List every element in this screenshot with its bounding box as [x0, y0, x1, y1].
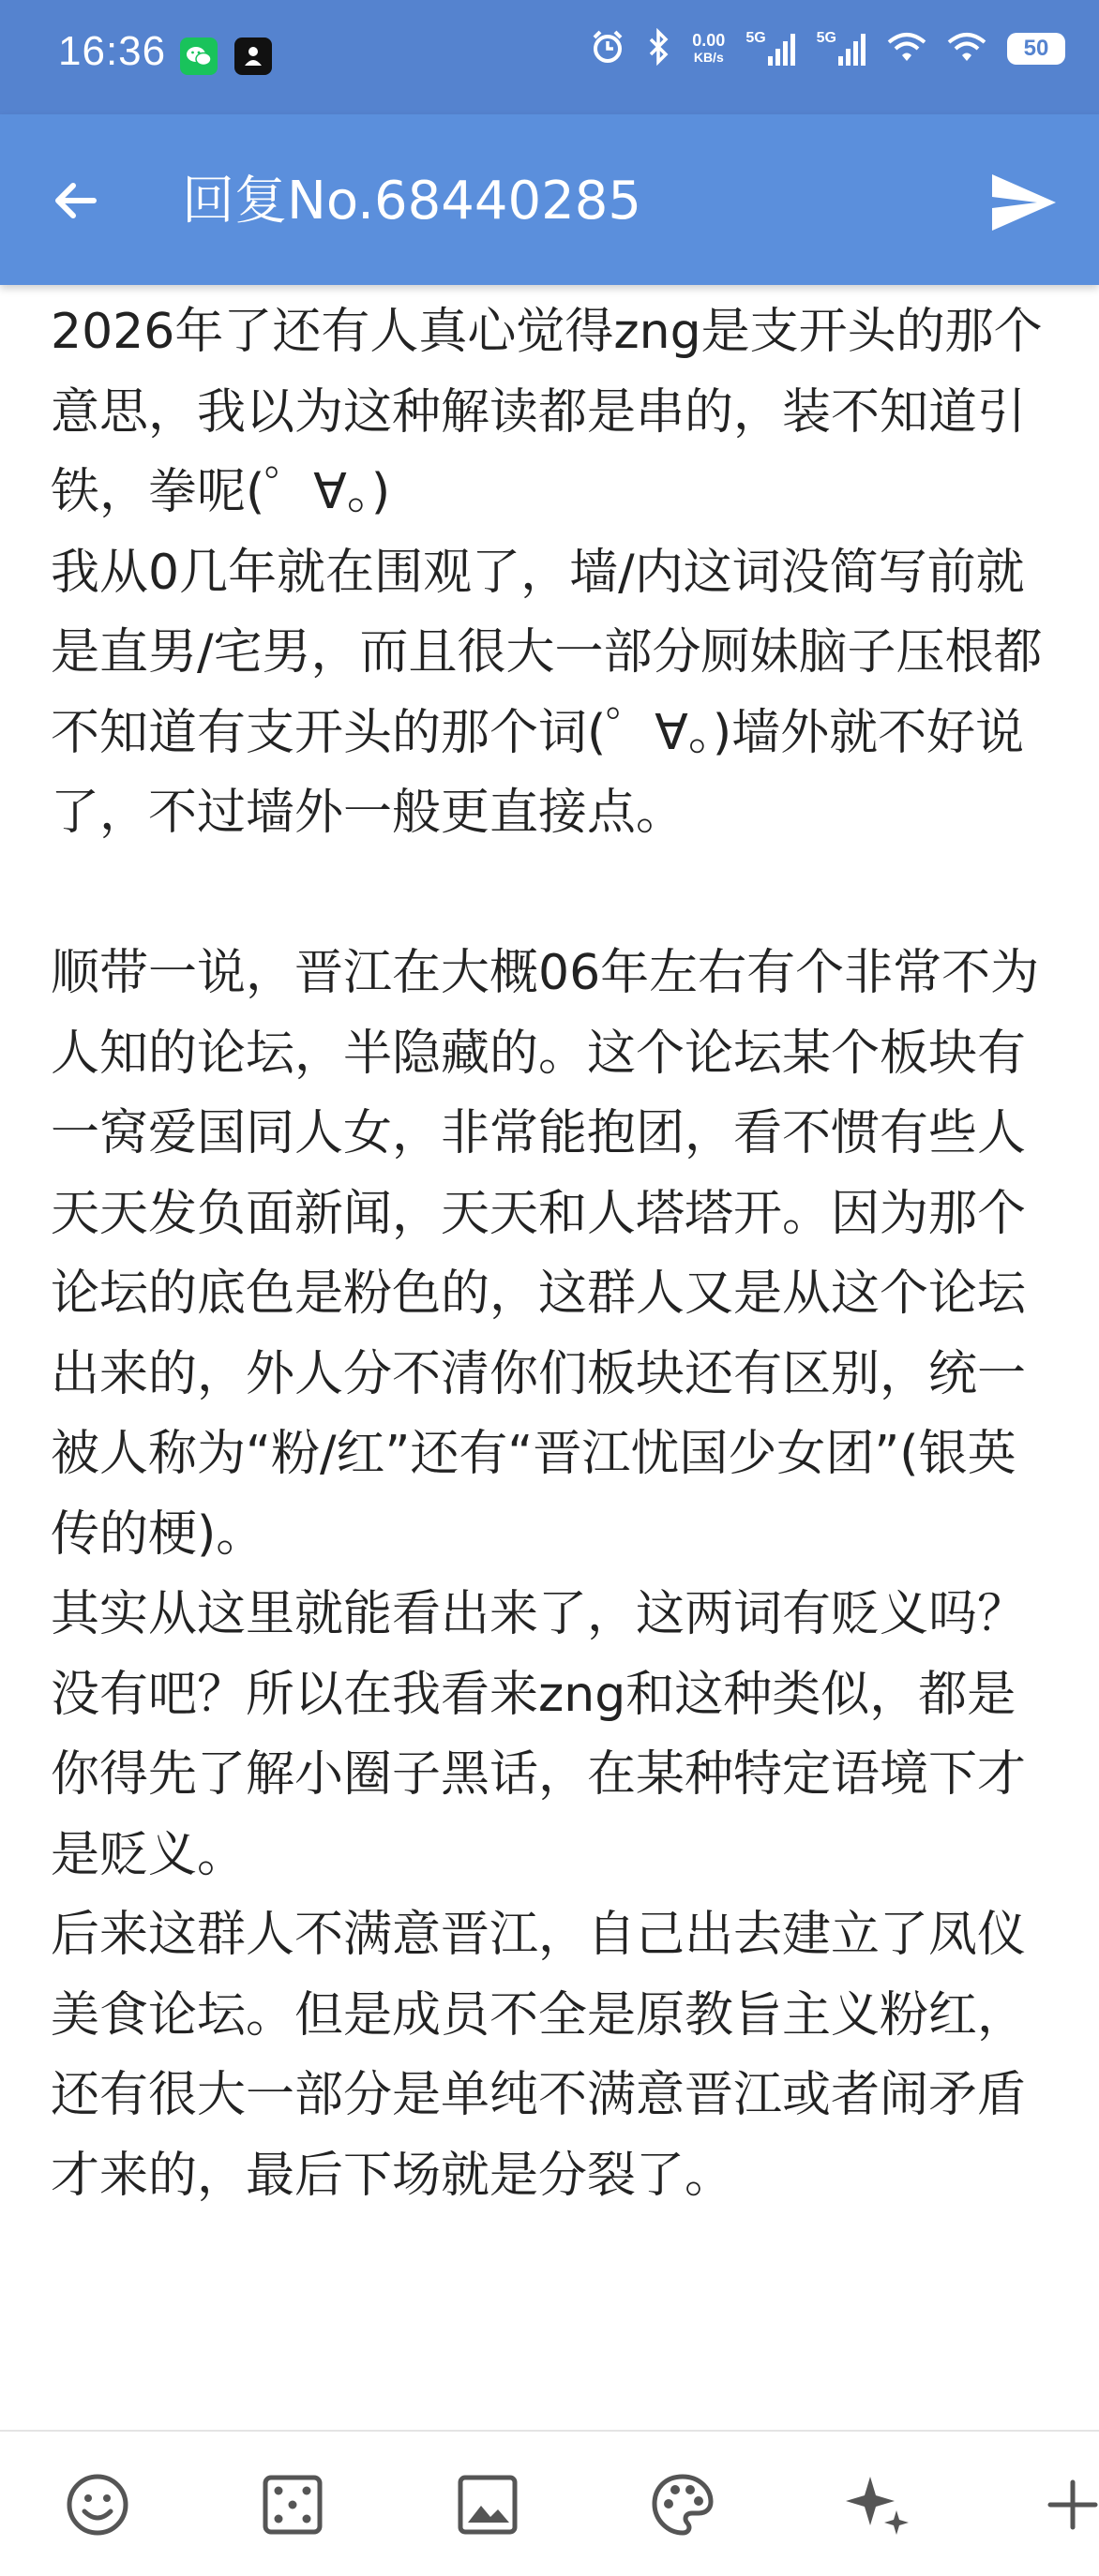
image-button[interactable]: [446, 2464, 529, 2546]
bluetooth-icon: [647, 28, 671, 69]
dice-button[interactable]: [251, 2464, 334, 2546]
paragraph: 我从0几年就在围观了，墙/内这词没简写前就是直男/宅男，而且很大一部分厕妹脑子压根都不知道有支开头的那个词(゜∀。)墙外就不好说了，不过墙外一般更直接点。: [51, 544, 1043, 841]
status-bar: [0, 0, 1099, 114]
paragraph: 后来这群人不满意晋江，自己出去建立了凤仪美食论坛。但是成员不全是原教旨主义粉红，还有很大一部分是单纯不满意晋江或者闹矛盾才来的，最后下场就是分裂了。: [51, 1907, 1027, 2204]
signal-icon: 5G: [817, 32, 866, 66]
app-notification-icon: [234, 37, 272, 75]
reply-body[interactable]: [51, 292, 1054, 2216]
paragraph: 顺带一说，晋江在大概06年左右有个非常不为人知的论坛，半隐藏的。这个论坛某个板块有一窝爱国同人女，非常能抱团，看不惯有些人天天发负面新闻，天天和人塔塔开。因为那个论坛的底色是粉色的，这群人又是从这个论坛出来的，外人分不清你们板块还有区别，统一被人称为“粉/红”还有“晋江忧国少女团”(银英传的梗)。: [51, 945, 1040, 1563]
status-time: 16:36: [58, 28, 167, 74]
back-button[interactable]: [45, 171, 105, 231]
page-title: 回复No.68440285: [182, 171, 641, 232]
send-button[interactable]: [986, 165, 1061, 240]
ai-button[interactable]: [836, 2464, 919, 2546]
plus-icon: [1046, 2479, 1099, 2531]
palette-button[interactable]: [641, 2464, 724, 2546]
more-button[interactable]: [1031, 2464, 1099, 2546]
status-right-icons: [589, 28, 1065, 69]
send-icon: [990, 172, 1058, 232]
bottom-toolbar: [0, 2432, 1099, 2576]
dice-icon: [262, 2474, 324, 2536]
emoji-button[interactable]: [56, 2464, 139, 2546]
battery-icon: 50: [1007, 33, 1065, 65]
notification-icons: [180, 37, 272, 75]
net-speed: 0.00 KB/s: [692, 31, 726, 65]
paragraph: 2026年了还有人真心觉得zng是支开头的那个意思，我以为这种解读都是串的，装不知道引铁，拳呢(゜∀。): [51, 304, 1043, 520]
blank-line: [51, 854, 1054, 935]
palette-icon: [650, 2472, 715, 2538]
wifi-icon: [887, 31, 926, 67]
wifi-icon: [947, 31, 986, 67]
app-bar: [0, 114, 1099, 285]
signal-icon: 5G: [745, 32, 795, 66]
paragraph: 其实从这里就能看出来了，这两词有贬义吗？没有吧？所以在我看来zng和这种类似，都是你得先了解小圈子黑话，在某种特定语境下才是贬义。: [51, 1586, 1027, 1883]
sparkle-icon: [842, 2469, 913, 2540]
arrow-left-icon: [49, 174, 101, 227]
wechat-icon: [180, 37, 218, 75]
image-icon: [457, 2474, 519, 2536]
emoji-icon: [65, 2472, 130, 2538]
alarm-icon: [589, 28, 626, 69]
